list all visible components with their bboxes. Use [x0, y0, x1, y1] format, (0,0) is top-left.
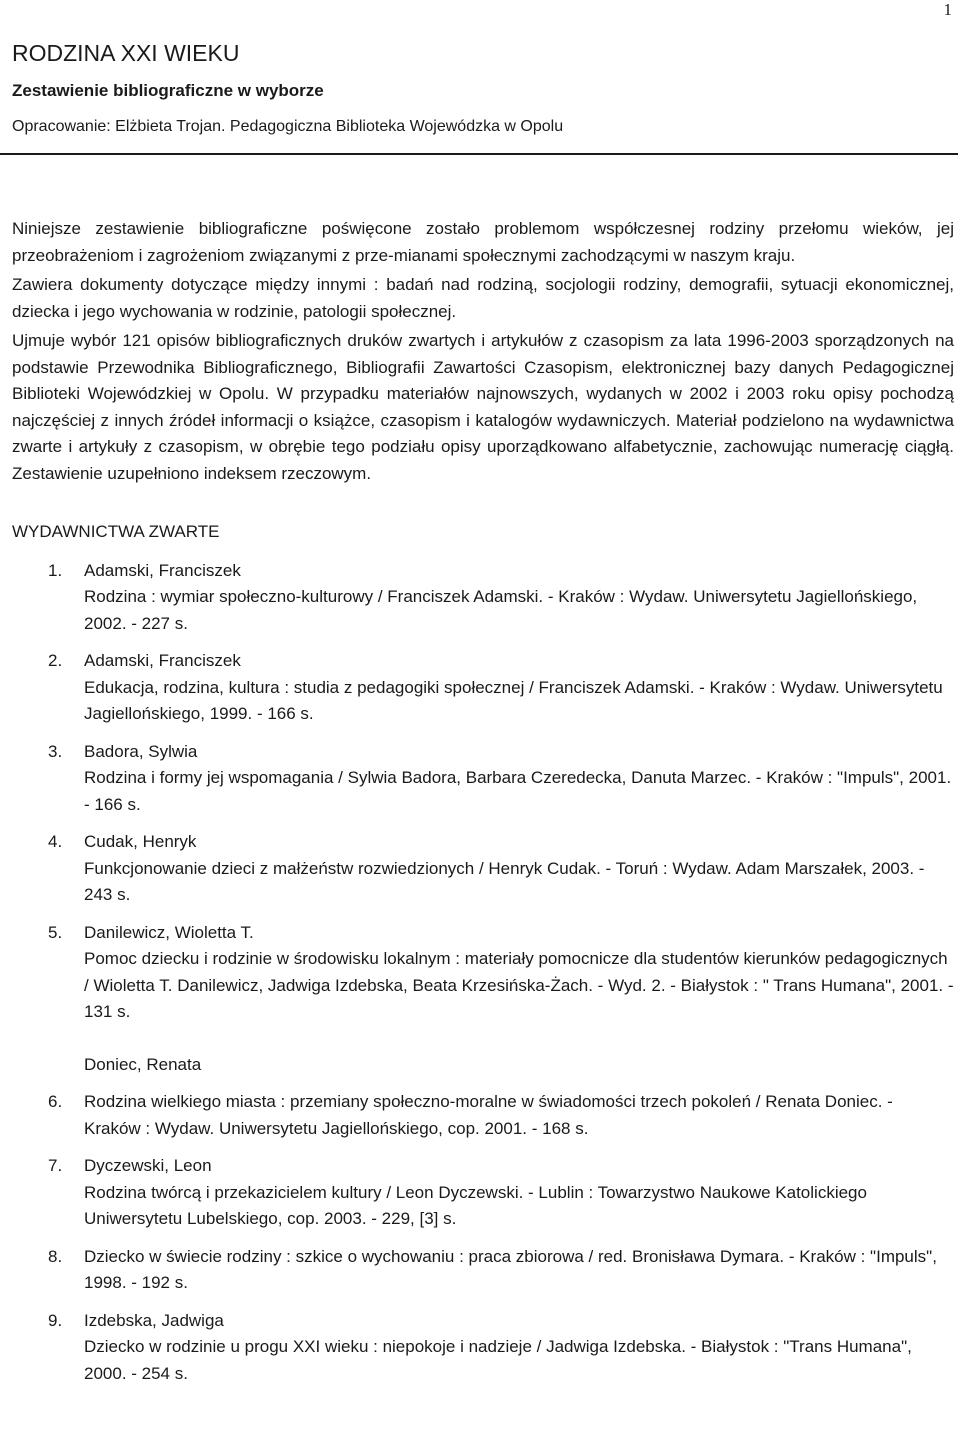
entry-description: Rodzina twórcą i przekazicielem kultury / Leon Dyczewski. - Lublin : Towarzystwo Naukowe Katolickiego Uniwersytetu Lubelskiego, cop. 2003. - 229, [3] s.: [84, 1182, 867, 1228]
section-heading: WYDAWNICTWA ZWARTE: [12, 522, 220, 541]
bibliography-entry: [12, 1244, 954, 1297]
bibliography-entry: [12, 920, 954, 1026]
intro-paragraph: Ujmuje wybór 121 opisów bibliograficznych druków zwartych i artykułów z czasopism za lata 1996-2003 sporządzonych na podstawie Przewodnika Bibliograficznego, Bibliografii Zawartości Czasopism, elektronicznej bazy danych Pedagogicznej Biblioteki Wojewódzkiej w Opolu. W przypadku materiałów najnowszych, wydanych w 2002 i 2003 roku opisy pochodzą najczęściej z innych źródeł informacji o książce, czasopism i katalogów wydawniczych. Materiał podzielono na wydawnictwa zwarte i artykuły z czasopism, w obrębie tego podziału opisy uporządkowano alfabetycznie, zachowując numerację ciągłą. Zestawienie uzupełniono indeksem rzeczowym.: [12, 331, 954, 483]
entry-author: Dyczewski, Leon: [84, 1156, 212, 1175]
bibliography-entry: [12, 739, 954, 819]
entry-number: 3.: [48, 741, 63, 761]
introduction: [12, 216, 954, 487]
entry-author: Adamski, Franciszek: [84, 651, 241, 670]
entry-description: Rodzina : wymiar społeczno-kulturowy / Franciszek Adamski. - Kraków : Wydaw. Uniwersytetu Jagiellońskiego, 2002. - 227 s.: [84, 587, 918, 633]
header-divider: [0, 153, 958, 155]
entry-number: 7.: [48, 1156, 63, 1175]
entry-description: Pomoc dziecku i rodzinie w środowisku lokalnym : materiały pomocnicze dla studentów kierunków pedagogicznych / Wioletta T. Danilewicz, Jadwiga Izdebska, Beata Krzesińska-Żach. - Wyd. 2. - Białystok : " Trans Humana", 2001. - 131 s.: [84, 949, 954, 1021]
bibliography-entry: [12, 558, 954, 638]
entry-description: Rodzina i formy jej wspomagania / Sylwia Badora, Barbara Czeredecka, Danuta Marzec. - Kraków : "Impuls", 2001. - 166 s.: [84, 768, 952, 814]
intro-paragraph: Zawiera dokumenty dotyczące między innymi : badań nad rodziną, socjologii rodziny, demografii, sytuacji ekonomicznej, dziecka i jego wychowania w rodzinie, patologii społecznej.: [12, 275, 954, 321]
document-subtitle: Zestawienie bibliograficzne w wyborze: [12, 81, 324, 100]
entry-number: 5.: [48, 922, 63, 942]
entry-author: Badora, Sylwia: [84, 741, 198, 761]
entry-description: Rodzina wielkiego miasta : przemiany społeczno-moralne w świadomości trzech pokoleń / Renata Doniec. - Kraków : Wydaw. Uniwersytetu Jagiellońskiego, cop. 2001. - 168 s.: [84, 1092, 893, 1138]
entry-author: Cudak, Henryk: [84, 832, 197, 851]
entry-number: 2.: [48, 651, 63, 670]
entry-number: 1.: [48, 560, 63, 580]
bibliography-entry: [12, 1308, 954, 1388]
document-title: RODZINA XXI WIEKU: [12, 40, 240, 66]
bibliography-entry: [12, 1052, 954, 1079]
entry-author: Izdebska, Jadwiga: [84, 1310, 224, 1330]
bibliography-list: [12, 558, 954, 1388]
entry-number: 8.: [48, 1246, 63, 1266]
entry-number: 9.: [48, 1310, 63, 1330]
entry-author: Doniec, Renata: [84, 1054, 202, 1074]
document-header: [12, 36, 952, 139]
entry-description: Dziecko w rodzinie u progu XXI wieku : niepokoje i nadzieje / Jadwiga Izdebska. - Białystok : "Trans Humana", 2000. - 254 s.: [84, 1337, 912, 1383]
entry-number: 6.: [48, 1092, 63, 1111]
bibliography-entry: [12, 648, 954, 728]
entry-author: Adamski, Franciszek: [84, 560, 241, 580]
bibliography-entry: [12, 1089, 954, 1142]
bibliography-entry: [12, 1153, 954, 1233]
document-body: [12, 216, 954, 1398]
entry-description: Edukacja, rodzina, kultura : studia z pedagogiki społecznej / Franciszek Adamski. - Kraków : Wydaw. Uniwersytetu Jagiellońskiego, 1999. - 166 s.: [84, 677, 943, 723]
bibliography-entry: [12, 829, 954, 909]
entry-description: Funkcjonowanie dzieci z małżeństw rozwiedzionych / Henryk Cudak. - Toruń : Wydaw. Adam Marszałek, 2003. - 243 s.: [84, 858, 925, 904]
document-author-line: Opracowanie: Elżbieta Trojan. Pedagogiczna Biblioteka Wojewódzka w Opolu: [12, 118, 564, 135]
page-number: 1: [943, 0, 952, 19]
intro-paragraph: Niniejsze zestawienie bibliograficzne poświęcone zostało problemom współczesnej rodziny przełomu wieków, jej przeobrażeniom i zagrożeniom związanymi z prze-mianami społecznymi zachodzącymi w naszym kraju.: [12, 219, 954, 265]
entry-author: Danilewicz, Wioletta T.: [84, 922, 254, 942]
entry-number: 4.: [48, 832, 63, 851]
entry-description: Dziecko w świecie rodziny : szkice o wychowaniu : praca zbiorowa / red. Bronisława Dymara. - Kraków : "Impuls", 1998. - 192 s.: [84, 1246, 937, 1292]
